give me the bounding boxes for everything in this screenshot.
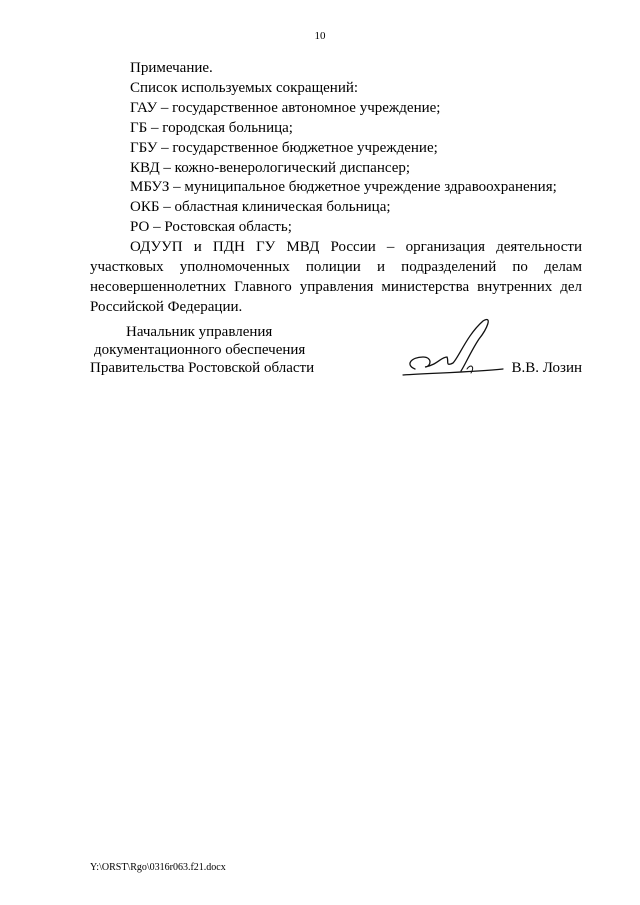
abbreviations-note [90,59,582,318]
abbreviation-item: РО – Ростовская область; [130,219,292,236]
abbreviation-item: КВД – кожно-венерологический диспансер; [130,159,411,176]
abbreviation-item: ОКБ – областная клиническая больница; [130,199,391,216]
abbreviation-item: ГБ – городская больница; [130,119,293,136]
signatory-title [90,323,314,377]
abbreviations-list-title: Список используемых сокращений: [130,79,359,96]
abbreviation-item-long: ОДУУП и ПДН ГУ МВД России – организация деятельности участковых уполномоченных полиции и подразделений по делам несовершеннолетних Главного управления министерства внутренних дел Российской Федерации. [90,239,582,315]
signatory-name: В.В. Лозин [511,360,582,376]
abbreviation-item: МБУЗ – муниципальное бюджетное учреждение здравоохранения; [130,179,557,196]
note-heading: Примечание. [130,60,213,76]
page-number: 10 [314,30,326,42]
signature-block [90,323,582,383]
abbreviation-item: ГАУ – государственное автономное учреждение; [130,99,441,116]
file-path-footer: Y:\ORST\Rgo\0316r063.f21.docx [90,862,226,873]
signatory-title-line: Начальник управления [126,324,273,340]
handwritten-signature [345,317,505,381]
signatory-title-line: документационного обеспечения [94,342,306,358]
abbreviation-item: ГБУ – государственное бюджетное учреждение; [130,139,438,156]
signatory-title-line: Правительства Ростовской области [90,360,315,376]
